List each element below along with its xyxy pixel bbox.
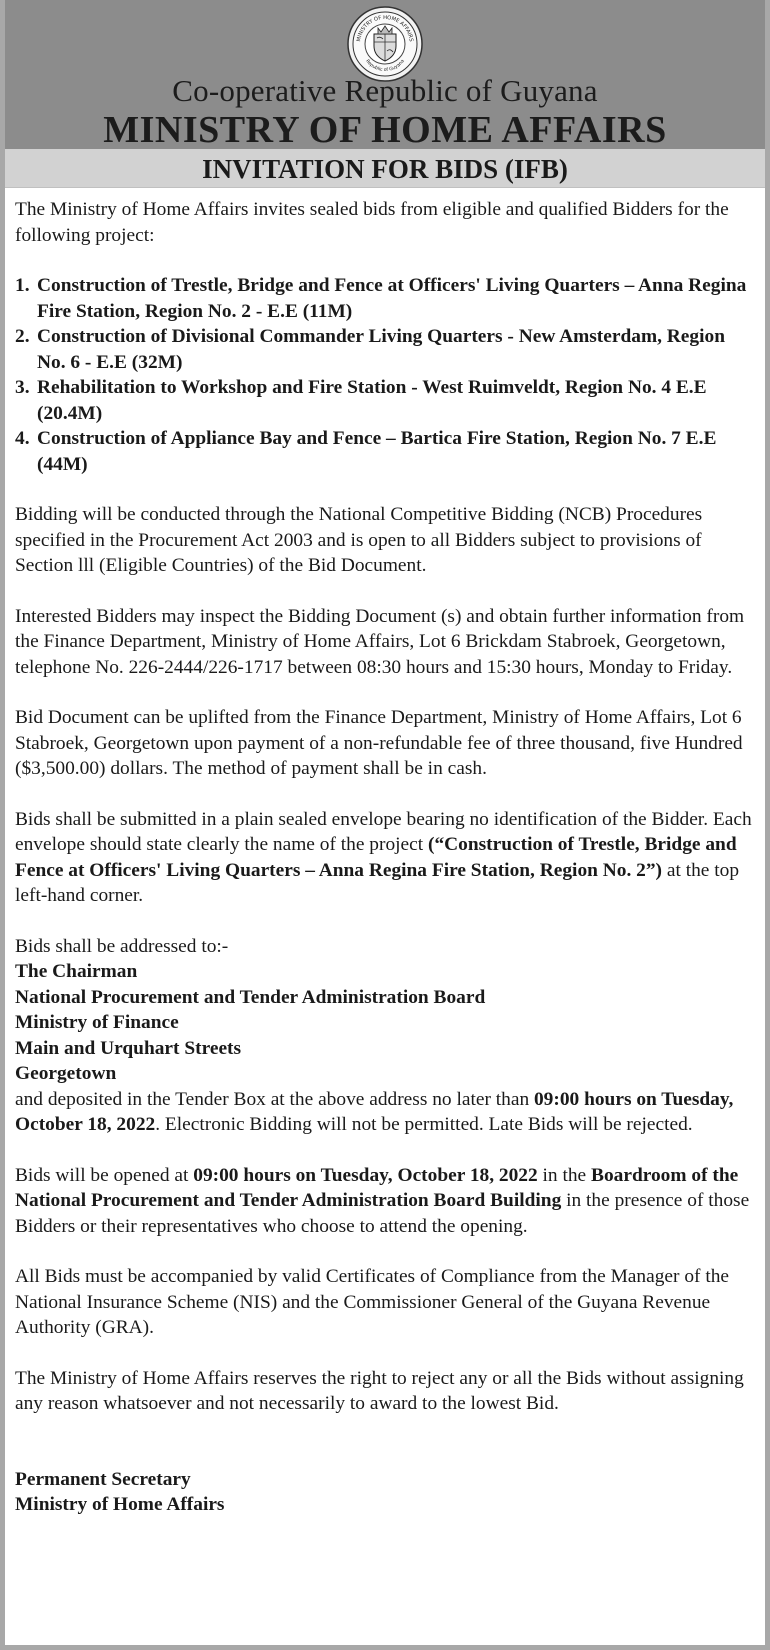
list-item: 4. Construction of Appliance Bay and Fence – Bartica Fire Station, Region No. 7 E.E (44M) [15, 428, 717, 475]
intro-paragraph: The Ministry of Home Affairs invites sealed bids from eligible and qualified Bidders for the following project: [15, 199, 729, 246]
signature-org: Ministry of Home Affairs [15, 1494, 225, 1515]
list-item: 2. Construction of Divisional Commander Living Quarters - New Amsterdam, Region No. 6 - E.E (32M) [15, 326, 725, 373]
address-block: Bids shall be addressed to:- The Chairman National Procurement and Tender Administration Board Ministry of Finance Main and Urquhart Streets Georgetown and deposited in the Tender Box at the above address no later than 09:00 hours on Tuesday, October 18, 2022. Electronic Bidding will not be permitted. Late Bids will be rejected. [15, 934, 755, 1138]
ministry-seal-icon [347, 6, 423, 82]
svg-text:MINISTRY OF HOME AFFAIRS: MINISTRY OF HOME AFFAIRS [356, 14, 414, 43]
country-name: Co-operative Republic of Guyana [172, 73, 598, 108]
ministry-name: MINISTRY OF HOME AFFAIRS [103, 109, 667, 151]
address-line: The Chairman [15, 961, 138, 982]
ifb-title: INVITATION FOR BIDS (IFB) [5, 149, 765, 188]
svg-text:Republic of Guyana: Republic of Guyana [364, 58, 406, 74]
bidding-paragraph: Bidding will be conducted through the National Competitive Bidding (NCB) Procedures specified in the Procurement Act 2003 and is open to all Bidders subject to provisions of Section lll (Eligible Countries) of the Bid Document. [15, 504, 703, 576]
list-item: 1. Construction of Trestle, Bridge and Fence at Officers' Living Quarters – Anna Regina Fire Station, Region No. 2 - E.E (11M) [15, 275, 747, 322]
header-banner [5, 0, 765, 149]
submit-paragraph: Bids shall be submitted in a plain sealed envelope bearing no identification of the Bidder. Each envelope should state clearly the name of the project (“Construction of Trestle, Bridge and Fence at Officers' Living Quarters – Anna Regina Fire Station, Region No. 2”) at the top left-hand corner. [15, 808, 752, 906]
notice-body [5, 188, 765, 1518]
signature-title: Permanent Secretary [15, 1468, 191, 1490]
address-line: National Procurement and Tender Administration Board [15, 986, 486, 1008]
address-line: Ministry of Finance [15, 1012, 179, 1033]
uplift-paragraph: Bid Document can be uplifted from the Finance Department, Ministry of Home Affairs, Lot 6 Stabroek, Georgetown upon payment of a non-refundable fee of three thousand, five Hundred ($3,500.00) dollars. The method of payment shall be in cash. [15, 707, 743, 779]
opening-paragraph: Bids will be opened at 09:00 hours on Tuesday, October 18, 2022 in the Boardroom of the National Procurement and Tender Administration Board Building in the presence of those Bidders or their representatives who choose to attend the opening. [15, 1164, 750, 1237]
address-line: Main and Urquhart Streets [15, 1037, 242, 1059]
inspect-paragraph: Interested Bidders may inspect the Bidding Document (s) and obtain further information from the Finance Department, Ministry of Home Affairs, Lot 6 Brickdam Stabroek, Georgetown, telephone No. 226-2444/226-1717 between 08:30 hours and 15:30 hours, Monday to Friday. [15, 605, 745, 678]
certificates-paragraph: All Bids must be accompanied by valid Certificates of Compliance from the Manager of the National Insurance Scheme (NIS) and the Commissioner General of the Guyana Revenue Authority (GRA). [15, 1266, 730, 1338]
project-list [15, 273, 755, 477]
address-line: Georgetown [15, 1063, 117, 1084]
list-item: 3. Rehabilitation to Workshop and Fire Station - West Ruimveldt, Region No. 4 E.E (20.4M) [15, 377, 707, 424]
reserve-paragraph: The Ministry of Home Affairs reserves the right to reject any or all the Bids without assigning any reason whatsoever and not necessarily to award to the lowest Bid. [15, 1367, 744, 1414]
address-intro: Bids shall be addressed to:- [15, 935, 229, 957]
signature-block [15, 1467, 755, 1518]
